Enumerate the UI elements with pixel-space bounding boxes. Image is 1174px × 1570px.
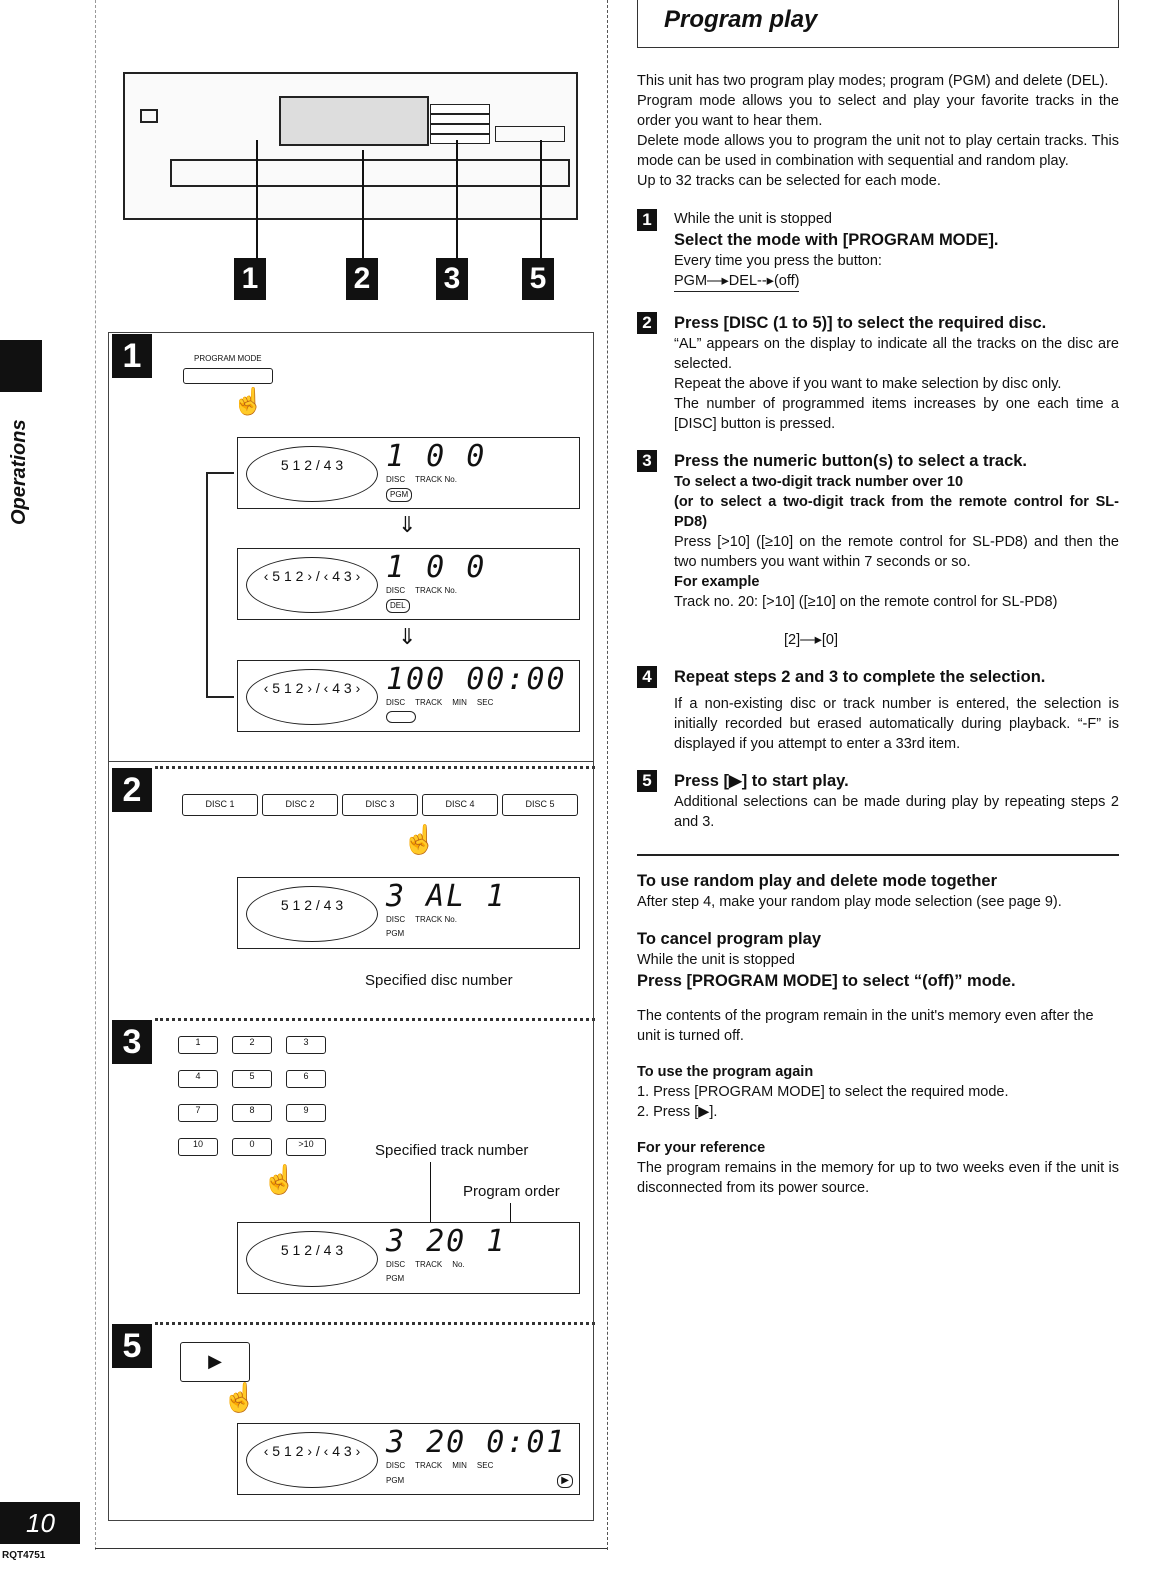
num-2-button[interactable]: 2 [232, 1036, 272, 1054]
mode-indicator: DEL [386, 599, 410, 613]
section-heading: To use the program again [637, 1064, 814, 1080]
lcd-playing [237, 1423, 580, 1495]
min-label: MIN [452, 1461, 467, 1470]
arrow-down-icon: ⇓ [398, 512, 417, 537]
disc-buttons [182, 794, 578, 816]
step-heading: Press [DISC (1 to 5)] to select the required disc. [674, 314, 1047, 332]
panel-edge [108, 1318, 109, 1520]
num-over10-button[interactable]: >10 [286, 1138, 326, 1156]
num-1-button[interactable]: 1 [178, 1036, 218, 1054]
random-delete-section [637, 870, 1119, 912]
step-body: Additional selections can be made during play by repeating steps 2 and 3. [674, 794, 1119, 830]
disc1-button[interactable]: DISC 1 [182, 794, 258, 816]
panel-edge [593, 762, 594, 1014]
callout-line [540, 140, 542, 258]
list-item: 1. Press [PROGRAM MODE] to select the required mode. [637, 1084, 1009, 1100]
step3-badge: 3 [112, 1020, 152, 1064]
track-label: TRACK [415, 698, 443, 707]
step-heading: Select the mode with [PROGRAM MODE]. [674, 231, 999, 249]
callout-2: 2 [346, 258, 378, 300]
specified-track-label: Specified track number [375, 1142, 529, 1159]
intro-paragraph: Delete mode allows you to program the unit not to play certain tracks. This mode can be used in combination with sequential and random play. [637, 133, 1119, 169]
dotted-separator [155, 1322, 595, 1325]
num-4-button[interactable]: 4 [178, 1070, 218, 1088]
cycle-arrow [206, 472, 234, 698]
disc3-button[interactable]: DISC 3 [342, 794, 418, 816]
step-body: The number of programmed items increases by one each time a [DISC] button is pressed. [674, 396, 1119, 432]
lcd-track-select [237, 1222, 580, 1294]
disc-label: DISC [386, 915, 406, 924]
step-1 [637, 209, 1119, 292]
step-body: Press [>10] ([≥10] on the remote control for SL-PD8) and then the two numbers you want within 7 seconds or so. [674, 534, 1119, 570]
num-5-button[interactable]: 5 [232, 1070, 272, 1088]
callout-1: 1 [234, 258, 266, 300]
lcd-digits: 3 20 1 [386, 1224, 507, 1259]
sec-label: SEC [476, 1461, 494, 1470]
step-body: Every time you press the button: [674, 253, 882, 269]
track-label: TRACK [415, 1260, 443, 1269]
callout-3: 3 [436, 258, 468, 300]
program-order-label: Program order [463, 1183, 560, 1200]
lcd-digits: 1 0 0 [386, 550, 487, 585]
callout-line [256, 140, 258, 258]
panel-edge [593, 1318, 594, 1520]
section-body: The program remains in the memory for up to two weeks even if the unit is disconnected from its power source. [637, 1160, 1119, 1196]
section-heading: To use random play and delete mode together [637, 872, 998, 890]
min-label: MIN [452, 698, 467, 707]
step-body: “AL” appears on the display to indicate all the tracks on the disc are selected. [674, 336, 1119, 372]
sec-label: SEC [476, 698, 494, 707]
power-button-icon [140, 109, 158, 123]
disc-tray [170, 159, 570, 187]
reference-section [637, 1138, 1119, 1198]
play-indicator: ▶ [557, 1474, 573, 1488]
callout-5: 5 [522, 258, 554, 300]
step1-badge: 1 [112, 334, 152, 378]
disc-ring-indicator: 5 1 2 / 4 3 [246, 446, 378, 502]
num-6-button[interactable]: 6 [286, 1070, 326, 1088]
step2-badge: 2 [112, 768, 152, 812]
step-body: Repeat the above if you want to make selection by disc only. [674, 376, 1062, 392]
column-divider [607, 0, 608, 1550]
step-subheading: To select a two-digit track number over 10 [674, 474, 964, 490]
disc-label: DISC [386, 698, 406, 707]
numeric-keypad [178, 1036, 326, 1156]
lcd-digits: 3 AL 1 [386, 879, 507, 914]
panel-edge [108, 762, 109, 1014]
list-item: 2. Press [▶]. [637, 1104, 718, 1120]
hand-pointer-icon: ☝ [222, 1382, 257, 1413]
step-subheading: (or to select a two-digit track from the remote control for SL-PD8) [674, 494, 1119, 530]
step-heading: Press [▶] to start play. [674, 772, 849, 790]
step-5 [637, 770, 1119, 832]
numeric-keypad-icon [430, 104, 490, 144]
player-display [279, 96, 429, 146]
dotted-separator [155, 766, 595, 769]
lcd-del [237, 548, 580, 620]
specified-disc-label: Specified disc number [365, 972, 513, 989]
step-precondition: While the unit is stopped [674, 211, 832, 227]
transport-buttons-icon [495, 126, 565, 142]
num-3-button[interactable]: 3 [286, 1036, 326, 1054]
disc-label: DISC [386, 1461, 406, 1470]
step-4 [637, 666, 1119, 754]
play-button[interactable]: ▶ [180, 1342, 250, 1382]
section-tab-marker [0, 340, 42, 392]
track-label: TRACK No. [415, 915, 457, 924]
cancel-section [637, 928, 1119, 1046]
step-number: 3 [637, 450, 657, 472]
disc-ring-indicator: ‹ 5 1 2 › / ‹ 4 3 › [246, 1432, 378, 1488]
lcd-digits: 100 00:00 [386, 662, 567, 697]
disc-label: DISC [386, 586, 406, 595]
mode-cycle: PGM—▸DEL--▸(off) [674, 271, 799, 292]
right-column [637, 71, 1119, 1198]
num-9-button[interactable]: 9 [286, 1104, 326, 1122]
left-margin-rule [95, 0, 96, 1550]
num-8-button[interactable]: 8 [232, 1104, 272, 1122]
dotted-separator [155, 1018, 595, 1021]
step-number: 4 [637, 666, 657, 688]
step-body: If a non-existing disc or track number is entered, the selection is initially recorded but erased automatically during playback. “-F” is displayed if you attempt to enter a 33rd item. [674, 696, 1119, 752]
program-mode-label: PROGRAM MODE [194, 354, 262, 363]
step-number: 2 [637, 312, 657, 334]
disc4-button[interactable]: DISC 4 [422, 794, 498, 816]
page-number: 10 [0, 1502, 80, 1544]
example-label: For example [674, 574, 760, 590]
no-label: No. [452, 1260, 465, 1269]
panel-edge [108, 1014, 109, 1318]
lcd-digits: 3 20 0:01 [386, 1425, 567, 1460]
example-sequence: [2]—▸[0] [784, 632, 839, 648]
section-action: Press [PROGRAM MODE] to select “(off)” mode. [637, 972, 1016, 990]
disc-ring-indicator: 5 1 2 / 4 3 [246, 1231, 378, 1287]
num-0-button[interactable]: 0 [232, 1138, 272, 1156]
arrow-down-icon: ⇓ [398, 624, 417, 649]
mode-indicator: PGM [386, 488, 412, 502]
track-label: TRACK [415, 1461, 443, 1470]
section-rule [637, 854, 1119, 856]
doc-code: RQT4751 [2, 1550, 46, 1561]
section-body: The contents of the program remain in the unit's memory even after the unit is turned off. [637, 1008, 1094, 1044]
track-label: TRACK No. [415, 586, 457, 595]
bottom-rule [95, 1548, 607, 1549]
disc-ring-indicator: ‹ 5 1 2 › / ‹ 4 3 › [246, 669, 378, 725]
section-precondition: While the unit is stopped [637, 952, 795, 968]
panel-edge [108, 1520, 594, 1521]
section-heading: To cancel program play [637, 930, 821, 948]
program-mode-button[interactable] [183, 368, 273, 384]
cd-player-illustration [123, 72, 578, 220]
lcd-off [237, 660, 580, 732]
pointer-line [510, 1203, 511, 1222]
hand-pointer-icon: ☝ [262, 1164, 297, 1195]
disc5-button[interactable]: DISC 5 [502, 794, 578, 816]
step-heading: Repeat steps 2 and 3 to complete the selection. [674, 668, 1046, 686]
step-heading: Press the numeric button(s) to select a track. [674, 452, 1028, 470]
disc2-button[interactable]: DISC 2 [262, 794, 338, 816]
step5-badge: 5 [112, 1324, 152, 1368]
page-title: Program play [664, 6, 818, 33]
section-body: After step 4, make your random play mode selection (see page 9). [637, 894, 1062, 910]
disc-label: DISC [386, 1260, 406, 1269]
disc-label: DISC [386, 475, 406, 484]
step-3 [637, 450, 1119, 650]
disc-ring-indicator: ‹ 5 1 2 › / ‹ 4 3 › [246, 557, 378, 613]
num-7-button[interactable]: 7 [178, 1104, 218, 1122]
section-heading: For your reference [637, 1140, 766, 1156]
panel-edge [593, 1014, 594, 1318]
section-label: Operations [8, 419, 30, 525]
mode-indicator-empty [386, 711, 416, 723]
intro [637, 71, 1119, 191]
example-text: Track no. 20: [>10] ([≥10] on the remote control for SL-PD8) [674, 594, 1058, 610]
mode-indicator: PGM [386, 1476, 405, 1485]
intro-paragraph: Program mode allows you to select and play your favorite tracks in the order you want to hear them. [637, 93, 1119, 129]
disc-ring-indicator: 5 1 2 / 4 3 [246, 886, 378, 942]
num-10-button[interactable]: 10 [178, 1138, 218, 1156]
mode-indicator: PGM [386, 1274, 405, 1283]
hand-pointer-icon: ☝ [232, 386, 265, 416]
lcd-disc-select [237, 877, 580, 949]
lcd-digits: 1 0 0 [386, 439, 487, 474]
step-number: 5 [637, 770, 657, 792]
intro-paragraph: This unit has two program play modes; program (PGM) and delete (DEL). [637, 73, 1109, 89]
track-label: TRACK No. [415, 475, 457, 484]
callout-line [362, 150, 364, 258]
lcd-pgm [237, 437, 580, 509]
mode-indicator: PGM [386, 929, 405, 938]
step-2 [637, 312, 1119, 434]
use-again-section [637, 1062, 1119, 1122]
intro-paragraph: Up to 32 tracks can be selected for each mode. [637, 173, 941, 189]
pointer-line [430, 1162, 431, 1222]
hand-pointer-icon: ☝ [402, 824, 437, 855]
callout-line [456, 140, 458, 258]
step-number: 1 [637, 209, 657, 231]
